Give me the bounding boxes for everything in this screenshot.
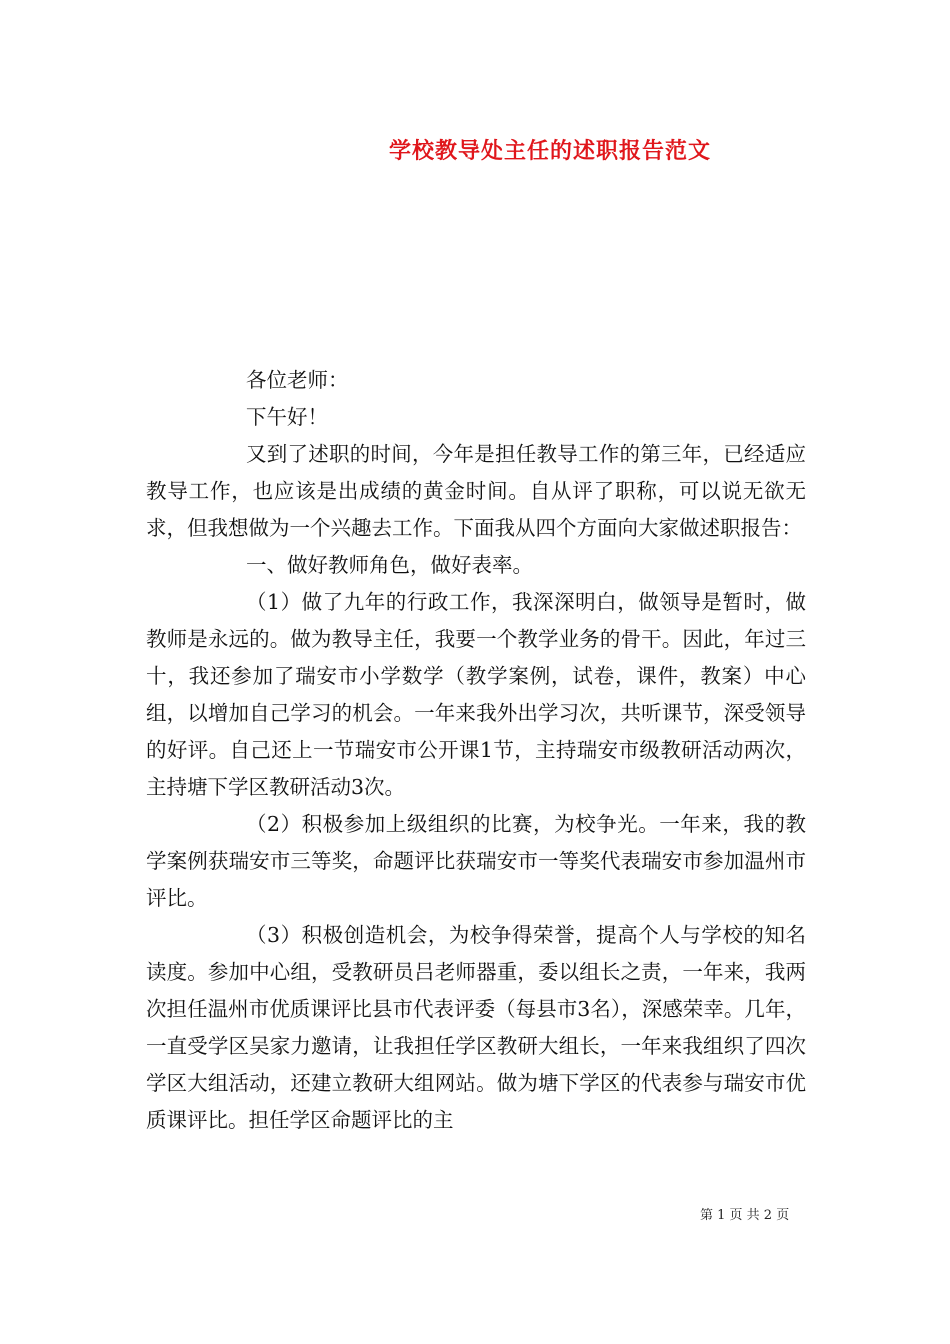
document-body	[146, 362, 806, 1139]
section-heading: 一、做好教师角色，做好表率。	[246, 553, 533, 577]
paragraph-item-2: （2）积极参加上级组织的比赛，为校争光。一年来，我的教学案例获瑞安市三等奖，命题评比获瑞安市一等奖代表瑞安市参加温州市评比。	[146, 812, 806, 910]
paragraph-item-1: （1）做了九年的行政工作，我深深明白，做领导是暂时，做教师是永远的。做为教导主任，我要一个教学业务的骨干。因此，年过三十，我还参加了瑞安市小学数学（教学案例，试卷，课件，教案）中心组，以增加自己学习的机会。一年来我外出学习次，共听课节，深受领导的好评。自己还上一节瑞安市公开课1节，主持瑞安市级教研活动两次，主持塘下学区教研活动3次。	[146, 590, 806, 799]
paragraph-item-3: （3）积极创造机会，为校争得荣誉，提高个人与学校的知名读度。参加中心组，受教研员吕老师器重，委以组长之责，一年来，我两次担任温州市优质课评比县市代表评委（每县市3名），深感荣幸。几年，一直受学区吴家力邀请，让我担任学区教研大组长，一年来我组织了四次学区大组活动，还建立教研大组网站。做为塘下学区的代表参与瑞安市优质课评比。担任学区命题评比的主	[146, 923, 806, 1132]
salutation: 各位老师：	[246, 368, 349, 392]
document-title: 学校教导处主任的述职报告范文	[388, 138, 711, 164]
page-footer: 第 1 页 共 2 页	[700, 1208, 790, 1223]
greeting: 下午好！	[246, 405, 328, 429]
intro-paragraph: 又到了述职的时间，今年是担任教导工作的第三年，已经适应教导工作，也应该是出成绩的黄金时间。自从评了职称，可以说无欲无求，但我想做为一个兴趣去工作。下面我从四个方面向大家做述职报告：	[146, 442, 806, 540]
